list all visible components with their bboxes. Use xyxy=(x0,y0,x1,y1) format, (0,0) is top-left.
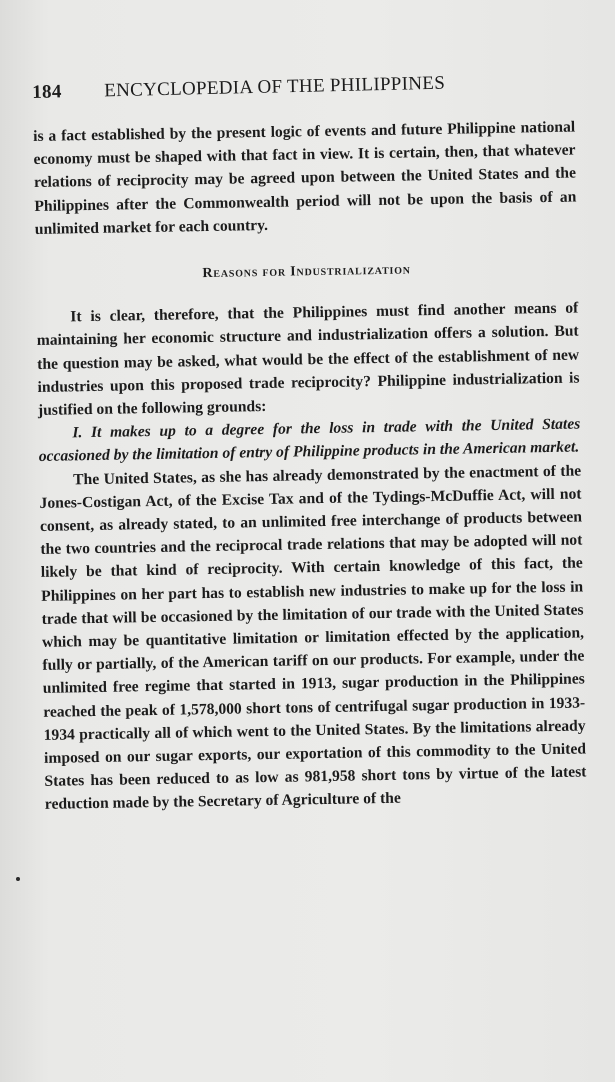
body-text xyxy=(33,116,587,817)
running-head xyxy=(32,69,593,112)
page-number: 184 xyxy=(32,81,62,103)
paragraph-intro: It is clear, therefore, that the Philippines must find another means of maintaining her economic structure and industrialization offers a solution. But the question may be asked, what would be the effect of the establishment of new industries upon this proposed trade reciprocity? Philippine industrialization is justified on the following grounds: xyxy=(36,299,580,419)
paragraph-continued: is a fact established by the present logic of events and future Philippine national economy must be shaped with that fact in view. It is certain, then, that whatever relations of reciprocity may be agreed upon between the United States and the Philippines after the Commonwealth period will not be upon the basis of an unlimited market for each country. xyxy=(33,118,577,238)
point-one: I. It makes up to a degree for the loss in trade with the United States occasioned by the limitation of entry of Philippine products in the American market. xyxy=(38,415,581,466)
running-title: ENCYCLOPEDIA OF THE PHILIPPINES xyxy=(103,72,446,102)
section-heading: Reasons for Industrialization xyxy=(202,262,411,282)
paragraph-main: The United States, as she has already demonstrated by the enactment of the Jones-Costigan Act, of the Excise Tax and of the Tydings-McDuffie Act, will not consent, as already stated, to an unlimited free interchange of products between the two countries and the reciprocal trade relations that may be adopted will not likely be that kind of reciprocity. With certain knowledge of this fact, the Philippines on her part has to establish new industries to make up for the loss in trade that will be occasioned by the limitation of our trade with the United States which may be quantitative limitation or limitation effected by the application, fully or partially, of the American tariff on our products. For example, under the unlimited free regime that started in 1913, sugar production in the Philippines reached the peak of 1,578,000 short tons of centrifugal sugar production in 1933-1934 practically all of which went to the United States. By the limitations already imposed on our sugar exports, our exportation of this commodity to the United States has been reduced to as low as 981,958 short tons by virtue of the latest reduction made by the Secretary of Agriculture of the xyxy=(39,462,587,814)
margin-mark xyxy=(16,877,20,881)
